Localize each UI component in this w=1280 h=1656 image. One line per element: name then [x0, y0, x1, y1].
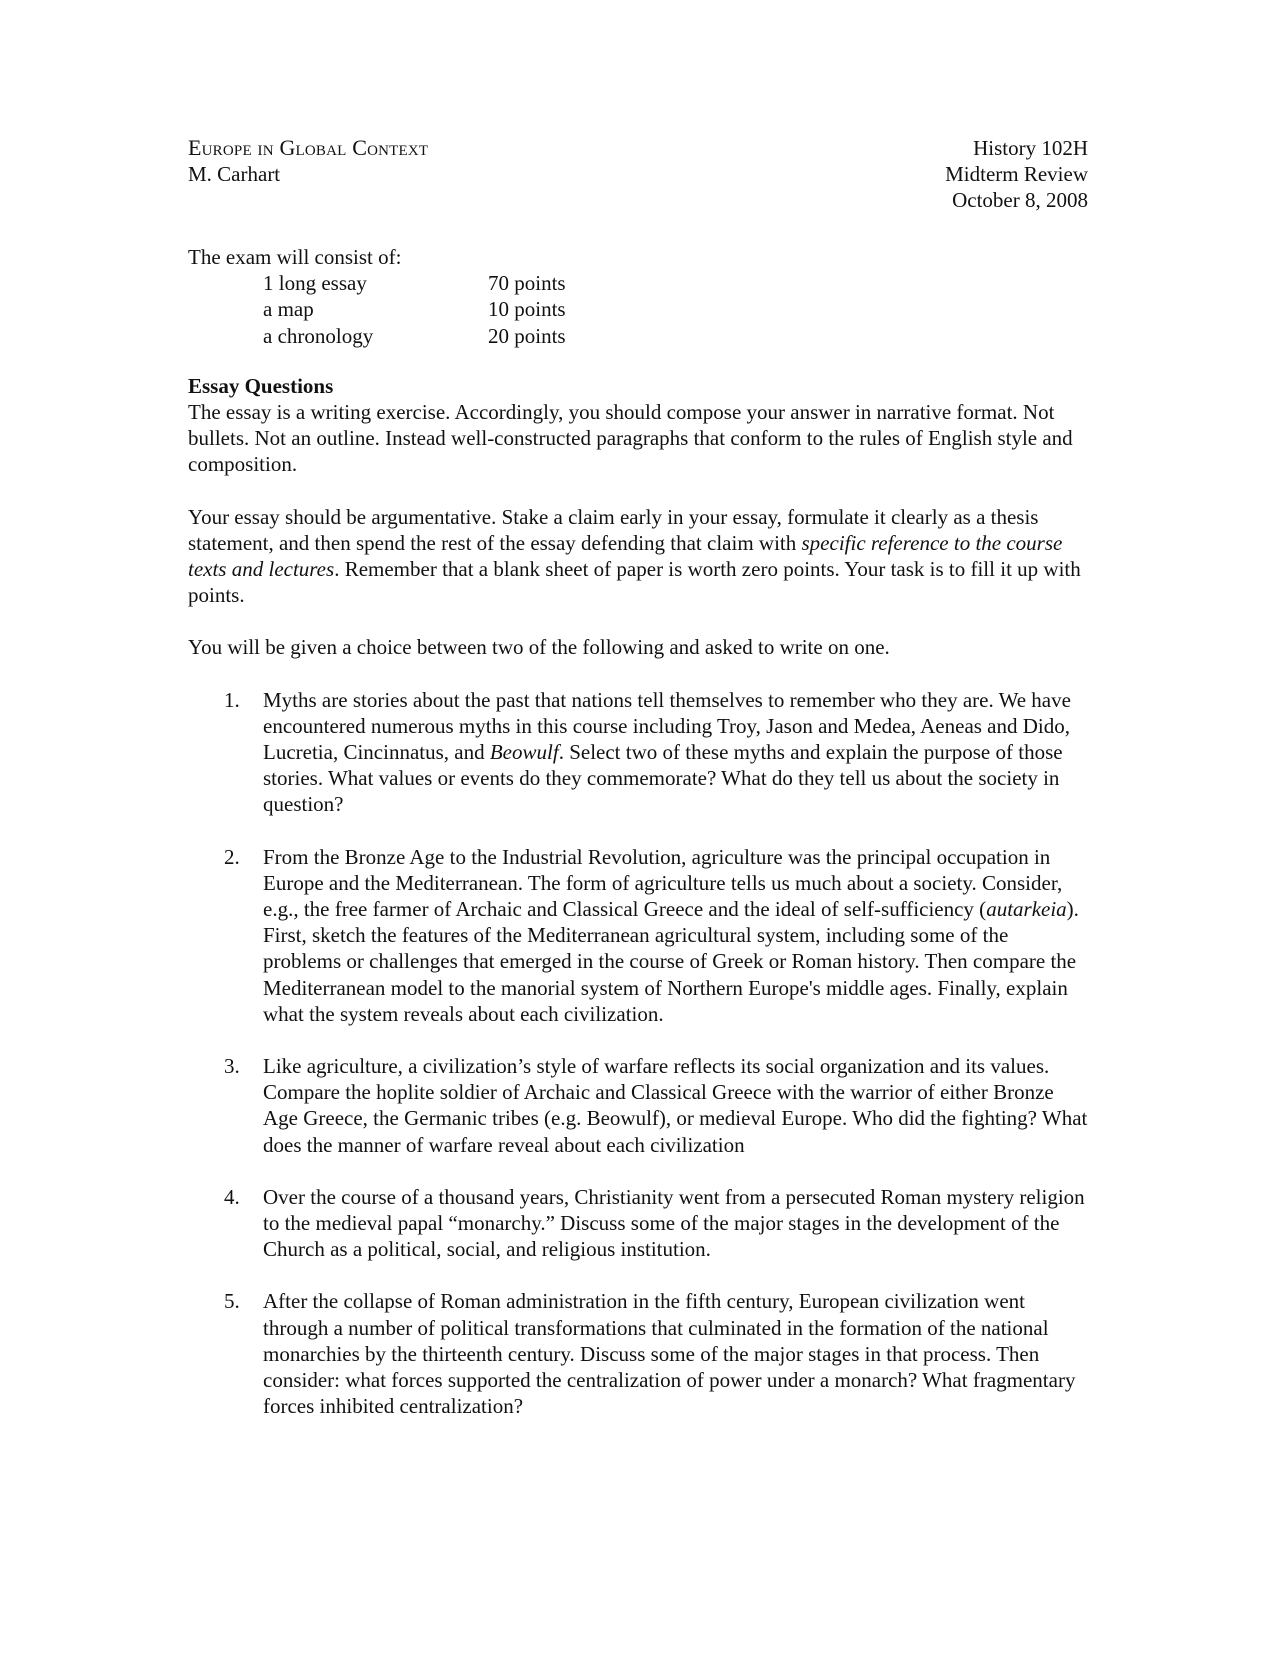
- question-emphasis: autarkeia: [986, 897, 1067, 922]
- question-item: [188, 1053, 1088, 1158]
- question-number: [188, 1288, 263, 1419]
- question-text: [263, 1288, 1088, 1419]
- essay-paragraph: You will be given a choice between two of the following and asked to write on one.: [188, 635, 890, 660]
- essay-paragraph: The essay is a writing exercise. Accordingly, you should compose your answer in narrative format. Not bullets. Not an outline. Instead well-constructed paragraphs that conform to the rules of English style and composition.: [188, 399, 1073, 477]
- question-text: [263, 687, 1088, 818]
- question-item: [188, 687, 1088, 818]
- exam-component-row: [188, 296, 1088, 322]
- question-item: [188, 1184, 1088, 1263]
- question-number-label: 3.: [224, 1054, 240, 1079]
- essay-paragraph: [188, 504, 1088, 609]
- question-text-part: Myths are stories about the past that nations tell themselves to remember who they are. We have encountered numerous myths in this course including Troy, Jason and Medea, Aeneas and Dido, Lucretia, Cincinnatus, and: [263, 687, 1071, 764]
- exam-component-item: a chronology: [263, 323, 374, 348]
- question-item: [188, 844, 1088, 1027]
- essay-paragraph-text: . Remember that a blank sheet of paper is worth zero points. Your task is to fill it up with points.: [188, 556, 1081, 608]
- question-text-part: . Select two of these myths and explain the purpose of those stories. What values or events do they commemorate? What do they tell us about the society in question?: [263, 740, 1063, 817]
- question-text: [263, 1184, 1088, 1263]
- question-text-part: Like agriculture, a civilization’s style of warfare reflects its social organization and its values. Compare the hoplite soldier of Archaic and Classical Greece with the warrior of either Bronze Age Greece, the Germanic tribes (e.g. Beowulf), or medieval Europe. Who did the fighting? What does the manner of warfare reveal about each civilization: [263, 1054, 1088, 1157]
- question-number-label: 5.: [224, 1289, 240, 1314]
- document-date: October 8, 2008: [952, 188, 1088, 213]
- exam-component-row: [188, 270, 1088, 296]
- exam-component-item: 1 long essay: [263, 271, 367, 296]
- question-number: [188, 1053, 263, 1158]
- question-list: [188, 687, 1088, 1420]
- question-item: [188, 1288, 1088, 1419]
- essay-emphasis: specific reference to the course texts and lectures: [188, 530, 1063, 581]
- document-header: [188, 135, 1088, 217]
- course-number: History 102H: [973, 136, 1088, 160]
- document-type: Midterm Review: [945, 162, 1088, 187]
- exam-component-points: 10 points: [488, 297, 566, 322]
- question-number: [188, 687, 263, 818]
- question-text: [263, 1053, 1088, 1158]
- exam-component-item: a map: [263, 297, 314, 322]
- exam-component-points: 70 points: [488, 271, 566, 296]
- question-number-label: 1.: [224, 687, 240, 712]
- question-text-part: After the collapse of Roman administration in the fifth century, European civilization went through a number of political transformations that culminated in the formation of the national monarchies by the thirteenth century. Discuss some of the major stages in that process. Then consider: what forces supported the centralization of power under a monarch? What fragmentary forces inhibited centralization?: [263, 1289, 1076, 1419]
- question-text-part: ). First, sketch the features of the Mediterranean agricultural system, including some of the problems or challenges that emerged in the course of Greek or Roman history. Then compare the Mediterranean model to the manorial system of Northern Europe's middle ages. Finally, explain what the system reveals about each civilization.: [263, 897, 1079, 1026]
- instructor-name: M. Carhart: [188, 162, 281, 186]
- question-number: [188, 844, 263, 1027]
- exam-structure: [188, 244, 1088, 349]
- question-text-part: Over the course of a thousand years, Christianity went from a persecuted Roman mystery religion to the medieval papal “monarchy.” Discuss some of the major stages in the development of the Church as a political, social, and religious institution.: [263, 1184, 1085, 1262]
- exam-component-row: [188, 323, 1088, 349]
- header-meta: [945, 135, 1088, 214]
- document-page: [188, 135, 1088, 1445]
- exam-intro: The exam will consist of:: [188, 245, 402, 269]
- question-number-label: 4.: [224, 1184, 240, 1209]
- essay-heading: Essay Questions: [188, 373, 334, 398]
- question-number: [188, 1184, 263, 1263]
- question-number-label: 2.: [224, 844, 240, 869]
- question-emphasis: Beowulf: [489, 740, 559, 764]
- question-text-part: From the Bronze Age to the Industrial Revolution, agriculture was the principal occupation in Europe and the Mediterranean. The form of agriculture tells us much about a society. Consider, e.g., the free farmer of Archaic and Classical Greece and the ideal of self-sufficiency (: [263, 844, 1063, 922]
- essay-paragraph-text: Your essay should be argumentative. Stake a claim early in your essay, formulate it clearly as a thesis statement, and then spend the rest of the essay defending that claim with: [188, 504, 1039, 555]
- exam-component-points: 20 points: [488, 323, 566, 348]
- course-title: Europe in Global Context: [188, 135, 429, 160]
- question-text: [263, 844, 1088, 1027]
